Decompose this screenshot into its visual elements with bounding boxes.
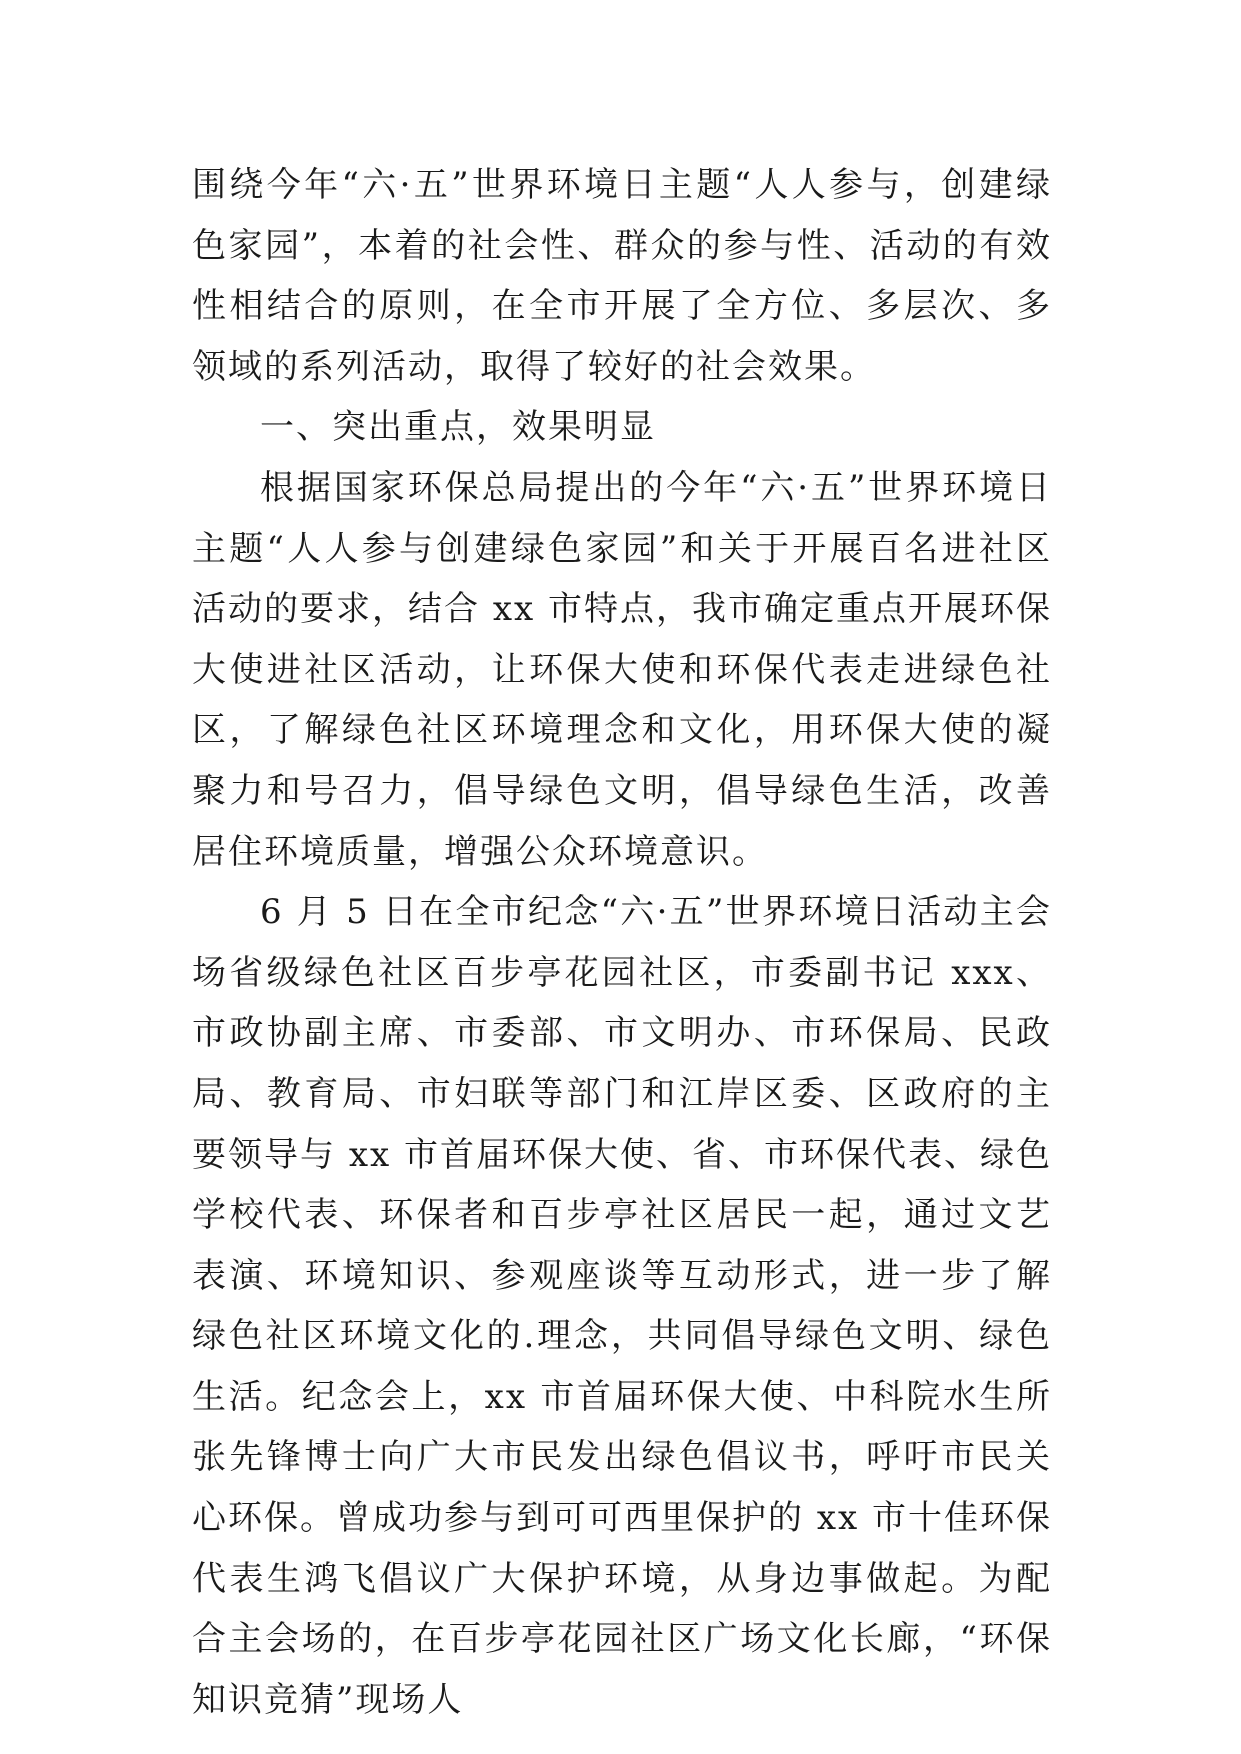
- document-body: [192, 155, 1052, 1730]
- paragraph-background: 根据国家环保总局提出的今年“六·五”世界环境日主题“人人参与创建绿色家园”和关于开展百名进社区活动的要求，结合 xx 市特点，我市确定重点开展环保大使进社区活动，让环保大使和环保代表走进绿色社区，了解绿色社区环境理念和文化，用环保大使的凝聚力和号召力，倡导绿色文明，倡导绿色生活，改善居住环境质量，增强公众环境意识。: [192, 467, 1052, 872]
- section-heading: 一、突出重点，效果明显: [260, 407, 656, 448]
- paragraph-event: 6 月 5 日在全市纪念“六·五”世界环境日活动主会场省级绿色社区百步亭花园社区，市委副书记 xxx、市政协副主席、市委部、市文明办、市环保局、民政局、教育局、市妇联等部门和江岸区委、区政府的主要领导与 xx 市首届环保大使、省、市环保代表、绿色学校代表、环保者和百步亭社区居民一起，通过文艺表演、环境知识、参观座谈等互动形式，进一步了解绿色社区环境文化的.理念，共同倡导绿色文明、绿色生活。纪念会上，xx 市首届环保大使、中科院水生所张先锋博士向广大市民发出绿色倡议书，呼吁市民关心环保。曾成功参与到可可西里保护的 xx 市十佳环保代表生鸿飞倡议广大保护环境，从身边事做起。为配合主会场的，在百步亭花园社区广场文化长廊，“环保知识竞猜”现场人: [192, 892, 1052, 1720]
- paragraph-intro: 围绕今年“六·五”世界环境日主题“人人参与，创建绿色家园”，本着的社会性、群众的参与性、活动的有效性相结合的原则，在全市开展了全方位、多层次、多领域的系列活动，取得了较好的社会效果。: [192, 165, 1052, 387]
